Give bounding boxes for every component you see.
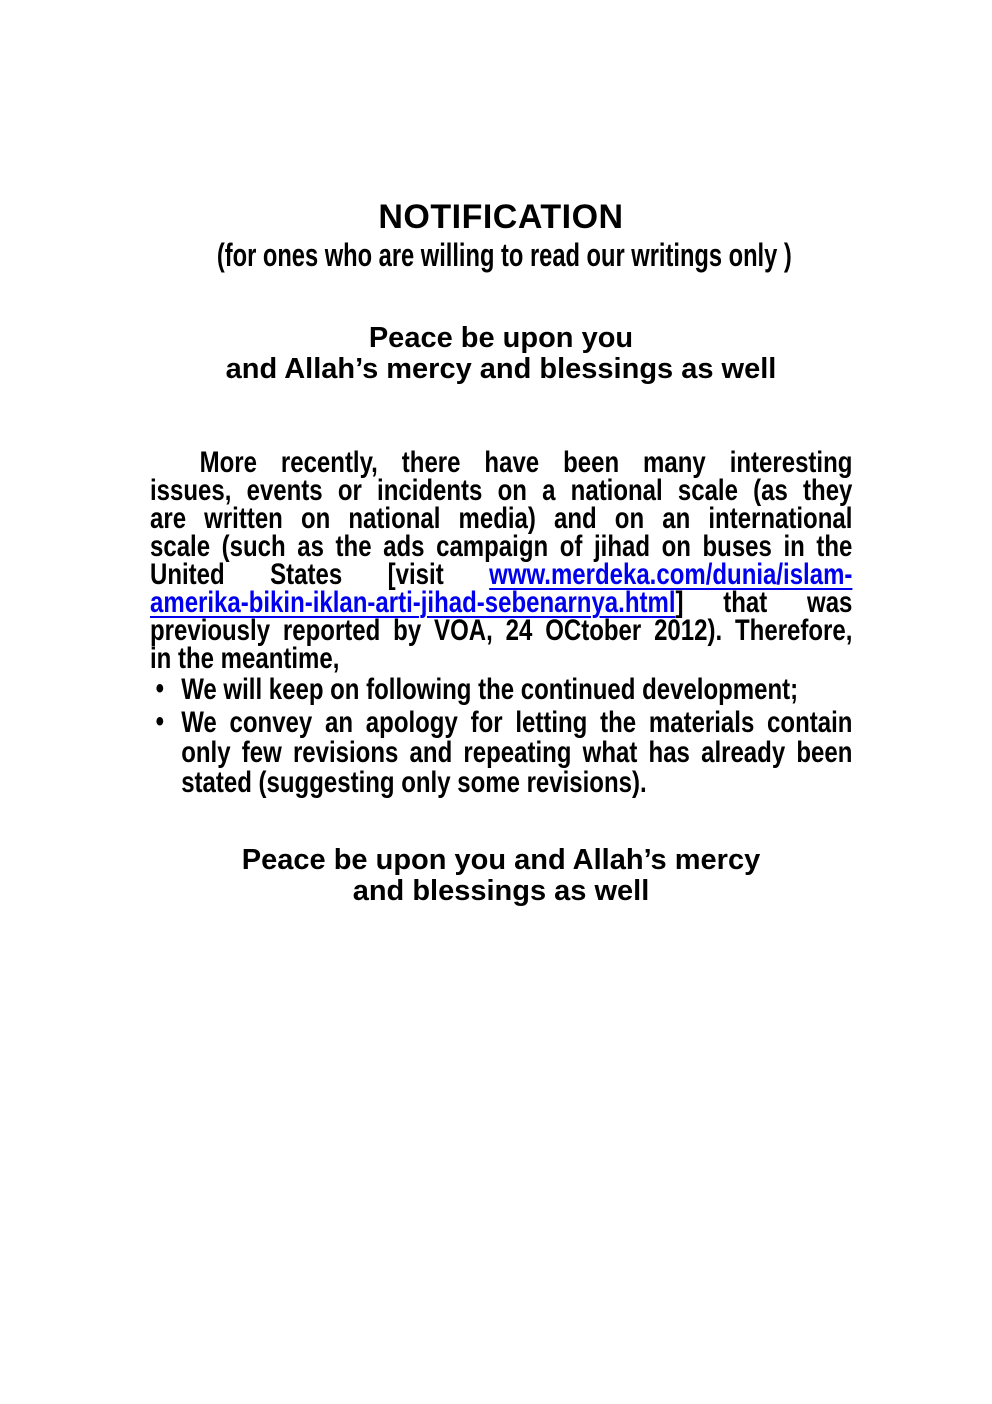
main-paragraph [150, 446, 853, 675]
paragraph-line: previously reported by VOA, 24 OCtober 2012). Therefore, [150, 614, 853, 647]
paragraph-line: issues, events or incidents on a national scale (as they [150, 474, 853, 507]
closing-line-1: Peace be upon you and Allah’s mercy [241, 844, 761, 876]
paragraph-text: ] that was [675, 586, 853, 619]
bullet-icon: • [155, 705, 165, 738]
document-content [150, 0, 852, 907]
document-title: NOTIFICATION [378, 198, 624, 236]
list-item-text: stated (suggesting only some revisions). [181, 766, 647, 799]
paragraph-text: United States [visit [150, 558, 444, 591]
paragraph-line: in the meantime, [150, 642, 340, 675]
paragraph-line: scale (such as the ads campaign of jihad on buses in the [150, 530, 853, 563]
paragraph-line [150, 586, 853, 619]
paragraph-line [150, 558, 853, 591]
paragraph-line: are written on national media) and on an international [150, 502, 853, 535]
article-url-link[interactable]: amerika-bikin-iklan-arti-jihad-sebenarnya.html [150, 586, 676, 619]
greeting-line-1: Peace be upon you [368, 322, 634, 354]
list-item-text: only few revisions and repeating what has already been [181, 736, 853, 769]
list-item [150, 672, 852, 706]
article-url-link[interactable]: www.merdeka.com/dunia/islam- [489, 558, 853, 591]
list-item-text: We convey an apology for letting the materials contain [181, 706, 853, 739]
list-item-text: We will keep on following the continued development; [181, 673, 799, 706]
paragraph-line: More recently, there have been many interesting [199, 446, 853, 479]
closing-line-2: and blessings as well [352, 875, 650, 907]
list-item [150, 705, 853, 799]
bullet-list [150, 672, 853, 799]
closing-block [150, 845, 852, 907]
document-subtitle: (for ones who are willing to read our writings only ) [216, 237, 792, 273]
greeting-block [150, 323, 852, 385]
greeting-line-2: and Allah’s mercy and blessings as well [225, 353, 777, 385]
bullet-icon: • [155, 672, 165, 705]
